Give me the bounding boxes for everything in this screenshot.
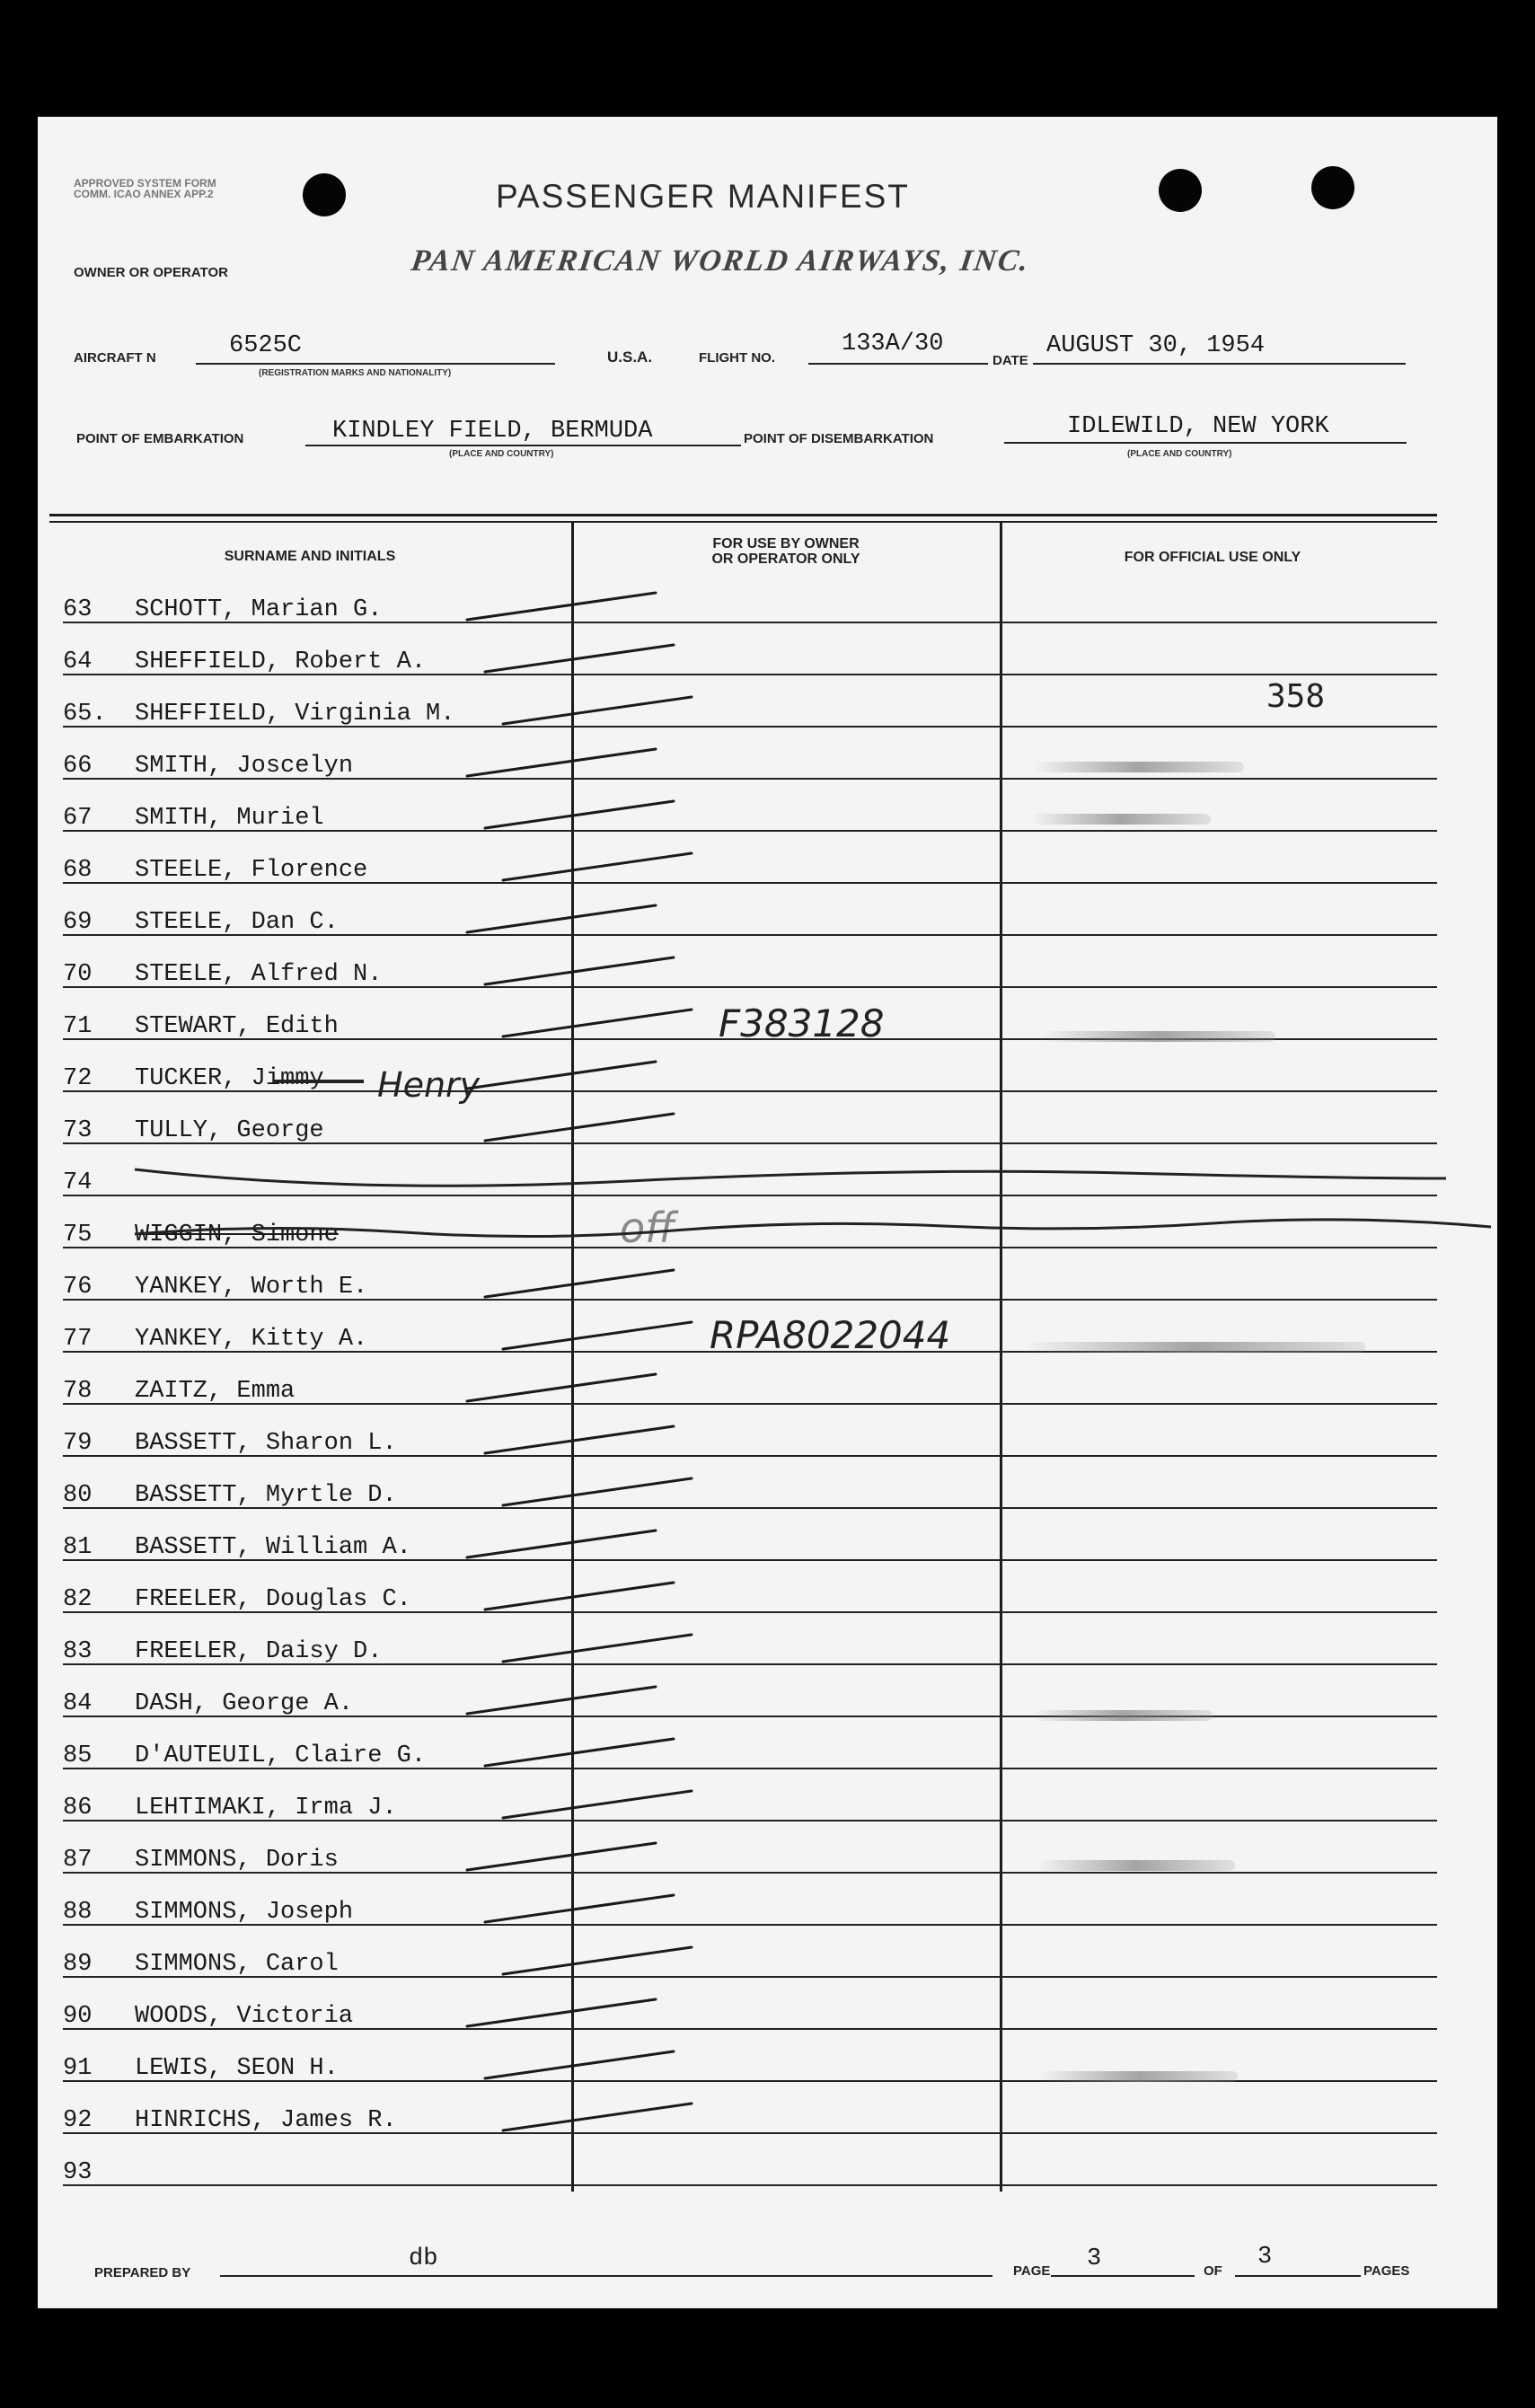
prepared-by: db	[409, 2245, 438, 2272]
passenger-name: SMITH, Joscelyn	[135, 753, 354, 780]
of-label: OF	[1204, 2263, 1222, 2279]
passenger-name: YANKEY, Kitty A.	[135, 1326, 368, 1353]
page-number: 3	[1087, 2245, 1102, 2272]
strike-row-74	[135, 1169, 1446, 1186]
row-number: 88	[63, 1899, 93, 1926]
row-number: 90	[63, 2003, 93, 2030]
operator-header-line2: OR OPERATOR ONLY	[711, 551, 860, 567]
flight-label: FLIGHT NO.	[699, 350, 775, 366]
passenger-name: WOODS, Victoria	[135, 2003, 354, 2030]
check-mark	[503, 1010, 692, 1036]
passenger-name: SHEFFIELD, Virginia M.	[135, 701, 455, 728]
tucker-correction: Henry	[377, 1065, 481, 1105]
check-mark	[467, 1687, 656, 1714]
row-number: 86	[63, 1795, 93, 1821]
passenger-name: ZAITZ, Emma	[135, 1378, 296, 1405]
passenger-name: D'AUTEUIL, Claire G.	[135, 1742, 427, 1769]
passenger-name: SHEFFIELD, Robert A.	[135, 648, 427, 675]
owner-label: OWNER OR OPERATOR	[74, 265, 228, 280]
row-number: 85	[63, 1742, 93, 1769]
check-mark	[503, 1947, 692, 1974]
date-label: DATE	[992, 353, 1028, 368]
row-number: 92	[63, 2107, 93, 2134]
row-number: 83	[63, 1638, 93, 1665]
check-mark	[503, 697, 692, 724]
check-mark	[467, 749, 656, 776]
row-number: 81	[63, 1534, 93, 1561]
page-total: 3	[1257, 2244, 1273, 2271]
disembarkation-label: POINT OF DISEMBARKATION	[744, 431, 934, 446]
passenger-name: STEELE, Florence	[135, 857, 368, 884]
flight-number: 133A/30	[842, 331, 944, 357]
embarkation-place-note: (PLACE AND COUNTRY)	[449, 449, 554, 459]
operator-name: PAN AMERICAN WORLD AIRWAYS, INC.	[409, 244, 1032, 278]
embarkation-label: POINT OF EMBARKATION	[76, 431, 244, 446]
registration-note: (REGISTRATION MARKS AND NATIONALITY)	[259, 368, 452, 378]
check-mark	[485, 801, 674, 828]
passenger-name: STEELE, Alfred N.	[135, 961, 383, 988]
prepared-by-label: PREPARED BY	[94, 2265, 191, 2280]
row-number: 69	[63, 909, 93, 936]
passenger-name: FREELER, Douglas C.	[135, 1586, 411, 1613]
flight-date: AUGUST 30, 1954	[1046, 332, 1266, 359]
prepared-line	[220, 2275, 992, 2277]
row-number: 78	[63, 1378, 93, 1405]
page-title: PASSENGER MANIFEST	[496, 178, 910, 215]
row-number: 63	[63, 596, 93, 623]
check-mark	[503, 853, 692, 880]
check-mark	[485, 957, 674, 984]
passenger-name: STEELE, Dan C.	[135, 909, 339, 936]
passenger-name: DASH, George A.	[135, 1690, 354, 1717]
row-number: 64	[63, 648, 93, 675]
row-number: 68	[63, 857, 93, 884]
operator-header-line1: FOR USE BY OWNER	[712, 536, 860, 551]
row-number: 74	[63, 1169, 93, 1196]
row-number: 73	[63, 1117, 93, 1144]
check-mark	[485, 1270, 674, 1297]
row-number: 65.	[63, 701, 107, 728]
passenger-name: TULLY, George	[135, 1117, 324, 1144]
page-label: PAGE	[1013, 2263, 1051, 2279]
aircraft-label: AIRCRAFT N	[74, 350, 156, 366]
check-mark	[485, 1583, 674, 1610]
check-mark	[485, 645, 674, 672]
row75-note: off	[620, 1204, 675, 1252]
passenger-name: YANKEY, Worth E.	[135, 1274, 368, 1301]
row-number: 77	[63, 1326, 93, 1353]
approval-stamp: APPROVED SYSTEM FORM COMM. ICAO ANNEX APP.2	[74, 177, 216, 200]
row-number: 79	[63, 1430, 93, 1457]
row-number: 93	[63, 2159, 93, 2186]
row-number: 75	[63, 1222, 93, 1248]
disembarkation-place-note: (PLACE AND COUNTRY)	[1127, 449, 1232, 459]
passenger-name: BASSETT, Sharon L.	[135, 1430, 397, 1457]
passenger-name: BASSETT, William A.	[135, 1534, 411, 1561]
check-mark	[485, 1426, 674, 1453]
official-count: 358	[1266, 678, 1326, 715]
check-mark	[467, 1999, 656, 2026]
row-number: 87	[63, 1847, 93, 1874]
row-number: 84	[63, 1690, 93, 1717]
stewart-note: F383128	[719, 1001, 885, 1045]
embarkation-point: KINDLEY FIELD, BERMUDA	[332, 418, 653, 445]
row-number: 72	[63, 1065, 93, 1092]
passenger-name: TUCKER, Jimmy	[135, 1065, 324, 1092]
check-mark	[467, 905, 656, 932]
passenger-name: SIMMONS, Joseph	[135, 1899, 354, 1926]
row-number: 71	[63, 1013, 93, 1040]
passenger-name: SIMMONS, Doris	[135, 1847, 339, 1874]
total-line	[1235, 2275, 1361, 2277]
passenger-name: BASSETT, Myrtle D.	[135, 1482, 397, 1509]
row-number: 70	[63, 961, 93, 988]
passenger-name: SMITH, Muriel	[135, 805, 324, 832]
passenger-name: SIMMONS, Carol	[135, 1951, 339, 1978]
passenger-name: LEHTIMAKI, Irma J.	[135, 1795, 397, 1821]
row-number: 82	[63, 1586, 93, 1613]
check-mark	[503, 1322, 692, 1349]
check-mark	[467, 1530, 656, 1557]
pages-label: PAGES	[1363, 2263, 1410, 2279]
check-mark	[467, 1062, 656, 1089]
check-mark	[503, 1635, 692, 1662]
passenger-name: SCHOTT, Marian G.	[135, 596, 383, 623]
row-number: 91	[63, 2055, 93, 2082]
passenger-name: STEWART, Edith	[135, 1013, 339, 1040]
row-number: 80	[63, 1482, 93, 1509]
check-mark	[503, 1478, 692, 1505]
check-mark	[503, 2104, 692, 2130]
check-mark	[485, 2051, 674, 2078]
check-mark	[485, 1114, 674, 1141]
surname-column-header: SURNAME AND INITIALS	[224, 549, 396, 564]
row-number: 76	[63, 1274, 93, 1301]
yankey-note: RPA8022044	[710, 1313, 951, 1357]
usa-label: U.S.A.	[607, 348, 653, 366]
strike-row-75	[135, 1220, 1491, 1237]
passenger-name: LEWIS, SEON H.	[135, 2055, 339, 2082]
official-column-header: FOR OFFICIAL USE ONLY	[1124, 550, 1301, 565]
page-line	[1051, 2275, 1195, 2277]
row-number: 67	[63, 805, 93, 832]
aircraft-number: 6525C	[229, 332, 303, 359]
row-number: 66	[63, 753, 93, 780]
disembarkation-point: IDLEWILD, NEW YORK	[1067, 413, 1329, 440]
passenger-name: FREELER, Daisy D.	[135, 1638, 383, 1665]
check-mark	[503, 1791, 692, 1818]
passenger-name: WIGGIN, Simone	[135, 1222, 339, 1248]
row-number: 89	[63, 1951, 93, 1978]
passenger-name: HINRICHS, James R.	[135, 2107, 397, 2134]
check-mark	[467, 1374, 656, 1401]
check-mark	[467, 593, 656, 620]
check-mark	[485, 1739, 674, 1766]
check-mark	[485, 1895, 674, 1922]
check-mark	[467, 1843, 656, 1870]
